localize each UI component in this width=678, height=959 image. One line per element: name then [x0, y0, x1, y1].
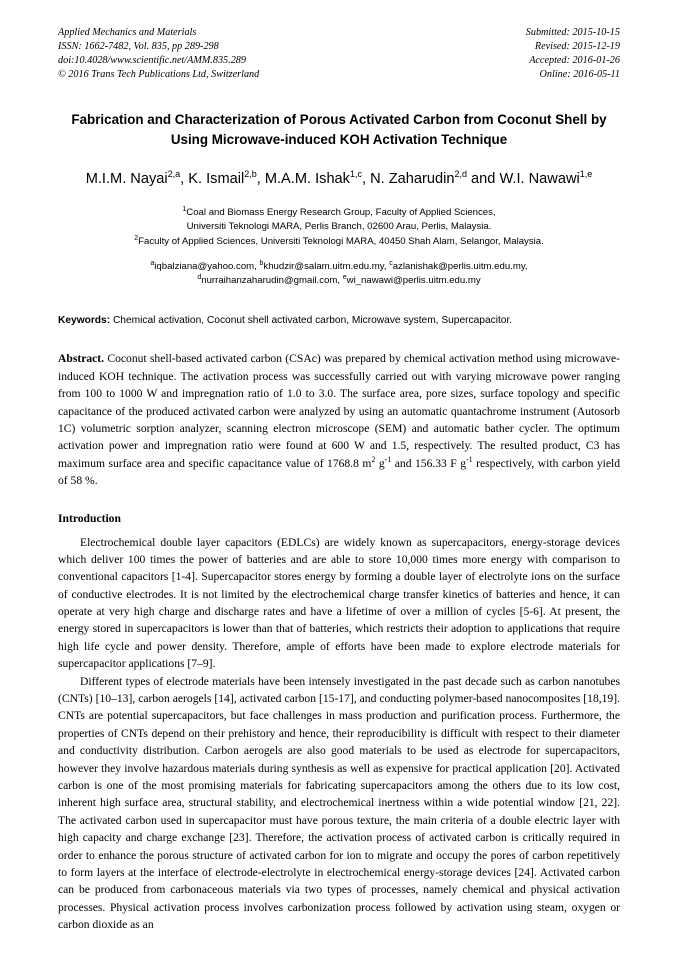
- affiliation-1: $^1$Coal and Biomass Energy Research Group, Faculty of Applied Sciences,: [182, 205, 496, 219]
- journal-copyright: © 2016 Trans Tech Publications Ltd, Switzerland: [58, 69, 260, 81]
- keywords-block: [58, 313, 620, 328]
- unit-superscript: 2: [371, 454, 376, 464]
- unit-superscript: -1: [466, 454, 473, 464]
- email-marker: d: [197, 273, 202, 281]
- journal-name: Applied Mechanics and Materials: [58, 27, 197, 38]
- affiliation-2: $^2$Faculty of Applied Sciences, Universiti Teknologi MARA, 40450 Shah Alam, Selangor, Malaysia.: [134, 234, 544, 247]
- date-submitted: Submitted: 2015-10-15: [525, 27, 620, 38]
- author-affil-marker: 2,d: [454, 169, 467, 180]
- author-affil-marker: 1,c: [349, 169, 362, 180]
- paper-title: Fabrication and Characterization of Porous Activated Carbon from Coconut Shell by Using Microwave-induced KOH Activation Technique: [71, 112, 607, 147]
- submission-dates: [526, 26, 620, 82]
- affiliation-marker: 2: [134, 234, 139, 242]
- journal-doi: doi:10.4028/www.scientific.net/AMM.835.289: [58, 55, 246, 67]
- unit-superscript: -1: [384, 454, 392, 464]
- keywords-text: Chemical activation, Coconut shell activated carbon, Microwave system, Supercapacitor.: [112, 315, 513, 327]
- date-online: Online: 2016-05-11: [539, 69, 620, 81]
- author-affil-marker: 1,e: [579, 169, 593, 180]
- author-emails: [58, 260, 620, 288]
- author-list: M.I.M. Nayai$^{2,a}$, K. Ismail$^{2,b}$, M.A.M. Ishak$^{1,c}$, N. Zaharudin$^{2,d}$ and W.I. Nawawi$^{1,e}$: [85, 169, 593, 188]
- date-accepted: Accepted: 2016-01-26: [529, 55, 620, 67]
- abstract-block: [58, 350, 620, 489]
- date-revised: Revised: 2015-12-19: [534, 41, 620, 53]
- journal-issn: ISSN: 1662-7482, Vol. 835, pp 289-298: [58, 41, 219, 53]
- author-affil-marker: 2,a: [167, 169, 181, 180]
- email-line-2: $^d$nurraihanzaharudin@gmail.com, $^e$wi_nawawi@perlis.uitm.edu.my: [197, 273, 481, 286]
- email-marker: a: [150, 259, 155, 267]
- affiliation-1-cont: Universiti Teknologi MARA, Perlis Branch, 02600 Arau, Perlis, Malaysia.: [186, 221, 492, 233]
- keywords-label: Keywords:: [58, 315, 111, 327]
- introduction-paragraph-1: Electrochemical double layer capacitors (EDLCs) are widely known as supercapacitors, energy-storage devices which deliver 100 times the power of batteries and are able to store 10,000 times more energy with comparison to conventional capacitors [1-4]. Supercapacitor stores energy by forming a double layer of electrolyte ions on the surface of conductive electrodes. It is not limited by the electrochemical charge transfer kinetics of batteries and hence, it can operate at very high charge and discharge rates and have a lifetime of over a million of cycles [5-6]. At present, the energy stored in supercapacitors is lower than that of batteries, which restricts their adoption to applications that require high life cycle and power density. Therefore, ample of efforts have been made to explore electrode materials for supercapacitor applications [7–9].: [58, 535, 620, 671]
- email-line-1: $^a$iqbalziana@yahoo.com, $^b$khudzir@salam.uitm.edu.my, $^c$azlanishak@perlis.uitm.edu.my,: [150, 259, 528, 272]
- email-marker: b: [259, 259, 264, 267]
- author-affil-marker: 2,b: [244, 169, 257, 180]
- abstract-label: Abstract.: [58, 352, 105, 366]
- introduction-paragraph-2: Different types of electrode materials have been intensely investigated in the past decade such as carbon nanotubes (CNTs) [10–13], carbon aerogels [14], activated carbon [15-17], and conducting polymer-based nanocomposites [18,19]. CNTs are potential supercapacitors, but face challenges in mass production and purification process. Furthermore, the properties of CNTs depend on their prehistory and hence, their reproducibility is difficult with respect to their diameter and conductivity distribution. Carbon aerogels are also good materials to be used as electrode for supercapacitors, however they involve hazardous materials during synthesis as well as expensive for practical application [20]. Activated carbon is one of the most promising materials for fabricating supercapacitors among the others due to its low cost, inherent high surface area, structural stability, and electrochemical inertness within a wide potential window [21, 22]. The activated carbon used in supercapacitor must have porous texture, the main criteria of a double electric layer with high capacity and charge exchange [23]. Therefore, the activation process of activated carbon is critically required in order to enhance the porous structure of activated carbon for ion to migrate and occupy the pores of carbon repetitively to form layers at the interface of electrode-electrolyte in electrochemical energy-storage devices [24]. Activated carbon can be produced from carbonaceous materials via two types of processes, namely chemical and physical activation processes. Physical activation process involves carbonization process followed by activation using steam, oxygen or carbon dioxide as an: [58, 674, 620, 932]
- affiliation-marker: 1: [182, 205, 187, 213]
- journal-info: [58, 26, 259, 82]
- email-marker: e: [342, 273, 347, 281]
- abstract-text: Coconut shell-based activated carbon (CSAc) was prepared by chemical activation method using microwave-induced KOH technique. The activation process was successfully carried out with varying microwave power ranging from 100 to 1000 W and impregnation ratio of 1.0 to 3.0. The surface area, pore sizes, surface topology and specific capacitance of the produced activated carbon were analyzed by using an automatic quantachrome instrument (Autosorb 1C) volumetric sorption analyzer, scanning electron microscope (SEM) and automatic bather cycler. The optimum activation power and impregnation ratio were found at 600 W and 1.5, respectively. The resulted product, C3 has maximum surface area and specific capacitance value of 1768.8 $m^2$ $g^{-1}$ and 156.33 F $g^{-1}$ respectively, with carbon yield of 58 %.: [58, 352, 620, 488]
- email-marker: c: [389, 259, 393, 267]
- section-heading-introduction: Introduction: [58, 511, 121, 525]
- affiliations: [58, 206, 620, 249]
- journal-header: [58, 26, 620, 82]
